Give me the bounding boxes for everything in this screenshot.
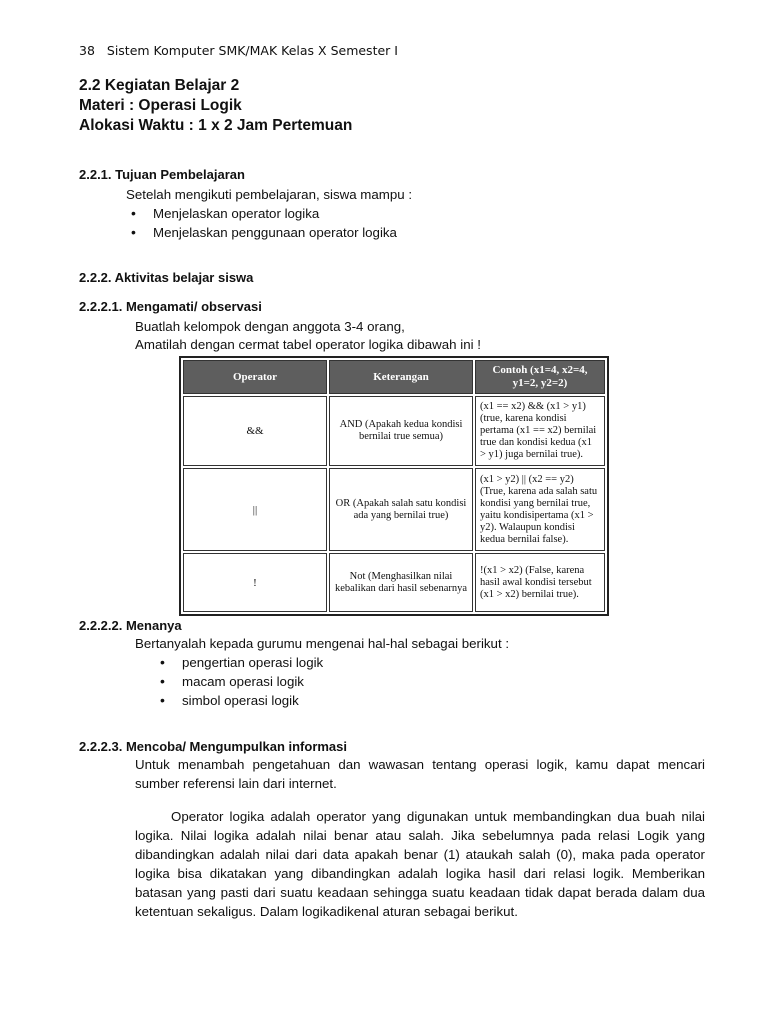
header-keterangan: Keterangan bbox=[329, 360, 473, 394]
mencoba-paragraph: Operator logika adalah operator yang digunakan untuk membandingkan dua buah nilai logika. Nilai logika adalah nilai benar atau salah. Jika sebelumnya pada relasi Logik yang dibandingkan adalah nilai dari data apakah benar (1) ataukah salah (0), maka pada operator logika bisa dikatakan yang dibandingkan adalah logika hasil dari relasi logik. Memberikan batasan yang pasti dari suatu keadaan sehingga suatu keadaan tidak dapat berada dalam dua ketentuan sekaligus. Dalam logikadikenal aturan sebagai berikut. bbox=[135, 809, 705, 919]
section-heading bbox=[79, 76, 352, 136]
contoh-cell: (x1 > y2) || (x2 == y2) (True, karena ada salah satu kondisi yang bernilai true, yaitu kondisipertama (x1 > y2). Walaupun kondisi kedua bernilai false). bbox=[475, 468, 605, 551]
mengamati-line-2: Amatilah dengan cermat tabel operator logika dibawah ini ! bbox=[135, 337, 481, 352]
table-row bbox=[183, 396, 605, 466]
table-header-row bbox=[183, 360, 605, 394]
keterangan-cell: Not (Menghasilkan nilai kebalikan dari hasil sebenarnya bbox=[329, 553, 473, 612]
tujuan-intro: Setelah mengikuti pembelajaran, siswa mampu : bbox=[126, 187, 413, 202]
heading-line-3: Alokasi Waktu : 1 x 2 Jam Pertemuan bbox=[79, 117, 353, 134]
keterangan-cell: OR (Apakah salah satu kondisi ada yang bernilai true) bbox=[329, 468, 473, 551]
list-item: • Menjelaskan operator logika bbox=[127, 204, 397, 223]
header-operator: Operator bbox=[183, 360, 327, 394]
book-title: Sistem Komputer SMK/MAK Kelas X Semester I bbox=[106, 43, 398, 58]
operator-cell: && bbox=[183, 396, 327, 466]
list-item: • pengertian operasi logik bbox=[156, 653, 323, 672]
mengamati-title: 2.2.2.1. Mengamati/ observasi bbox=[79, 299, 262, 314]
page-header bbox=[79, 43, 398, 58]
menanya-intro: Bertanyalah kepada gurumu mengenai hal-hal sebagai berikut : bbox=[135, 636, 510, 651]
keterangan-cell: AND (Apakah kedua kondisi bernilai true semua) bbox=[329, 396, 473, 466]
list-item: • macam operasi logik bbox=[156, 672, 323, 691]
aktivitas-title: 2.2.2. Aktivitas belajar siswa bbox=[79, 270, 254, 285]
operator-cell: ! bbox=[183, 553, 327, 612]
operator-cell: || bbox=[183, 468, 327, 551]
menanya-list bbox=[156, 653, 323, 710]
mencoba-intro: Untuk menambah pengetahuan dan wawasan tentang operasi logik, kamu dapat mencari sumber referensi lain dari internet. bbox=[135, 757, 705, 791]
contoh-cell: (x1 == x2) && (x1 > y1) (true, karena kondisi pertama (x1 == x2) bernilai true dan kondisi kedua (x1 > y1) juga bernilai true). bbox=[475, 396, 605, 466]
contoh-cell: !(x1 > x2) (False, karena hasil awal kondisi tersebut (x1 > x2) bernilai true). bbox=[475, 553, 605, 612]
mengamati-line-1: Buatlah kelompok dengan anggota 3-4 orang, bbox=[135, 319, 405, 334]
list-item: • simbol operasi logik bbox=[156, 691, 323, 710]
menanya-title: 2.2.2.2. Menanya bbox=[79, 618, 182, 633]
page-number: 38 bbox=[79, 43, 95, 58]
header-contoh: Contoh (x1=4, x2=4, y1=2, y2=2) bbox=[475, 360, 605, 394]
table-row bbox=[183, 553, 605, 612]
list-item: • Menjelaskan penggunaan operator logika bbox=[127, 223, 397, 242]
heading-line-1: 2.2 Kegiatan Belajar 2 bbox=[79, 77, 240, 94]
heading-line-2: Materi : Operasi Logik bbox=[79, 97, 242, 114]
operator-table bbox=[179, 356, 609, 616]
tujuan-list bbox=[127, 204, 397, 242]
mencoba-title: 2.2.2.3. Mencoba/ Mengumpulkan informasi bbox=[79, 739, 348, 754]
table-row bbox=[183, 468, 605, 551]
tujuan-title: 2.2.1. Tujuan Pembelajaran bbox=[79, 167, 245, 182]
